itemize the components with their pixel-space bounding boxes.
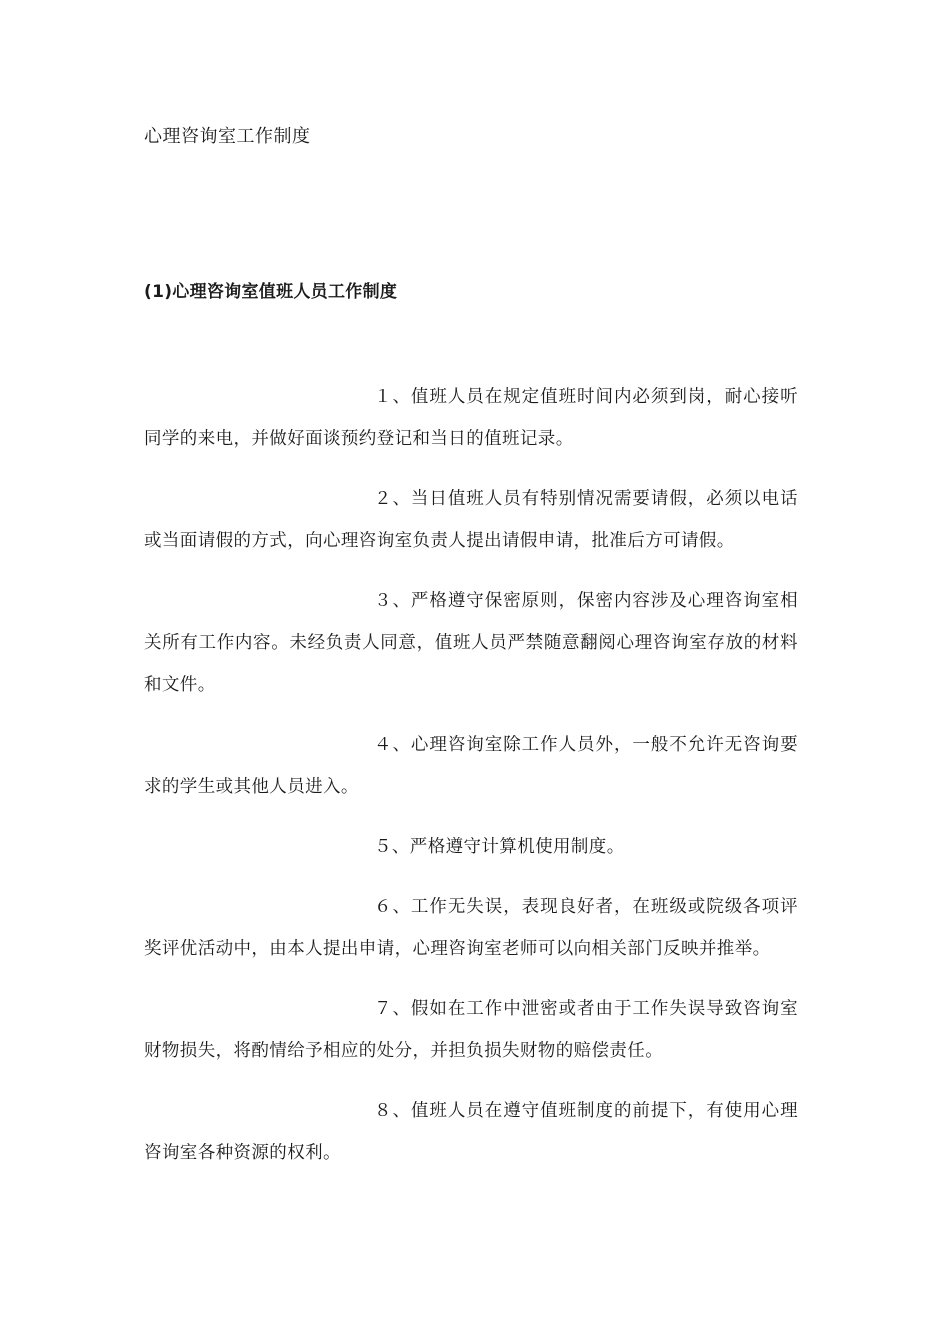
rules-list [144,376,798,1192]
rule-item-4: ４、心理咨询室除工作人员外，一般不允许无咨询要求的学生或其他人员进入。 [144,735,798,797]
rule-item-8: ８、值班人员在遵守值班制度的前提下，有使用心理咨询室各种资源的权利。 [144,1101,798,1163]
rule-item-3: ３、严格遵守保密原则，保密内容涉及心理咨询室相关所有工作内容。未经负责人同意，值班人员严禁随意翻阅心理咨询室存放的材料和文件。 [144,591,798,695]
section-heading: (1)心理咨询室值班人员工作制度 [144,282,398,302]
document-title: 心理咨询室工作制度 [144,126,311,147]
rule-item-6: ６、工作无失误，表现良好者，在班级或院级各项评奖评优活动中，由本人提出申请，心理咨询室老师可以向相关部门反映并推举。 [144,897,798,959]
rule-item-7: ７、假如在工作中泄密或者由于工作失误导致咨询室财物损失，将酌情给予相应的处分，并担负损失财物的赔偿责任。 [144,999,798,1061]
rule-item-5: ５、严格遵守计算机使用制度。 [374,837,625,857]
rule-item-2: ２、当日值班人员有特别情况需要请假，必须以电话或当面请假的方式，向心理咨询室负责人提出请假申请，批准后方可请假。 [144,489,798,551]
rule-item-1: １、值班人员在规定值班时间内必须到岗，耐心接听同学的来电，并做好面谈预约登记和当日的值班记录。 [144,387,798,449]
